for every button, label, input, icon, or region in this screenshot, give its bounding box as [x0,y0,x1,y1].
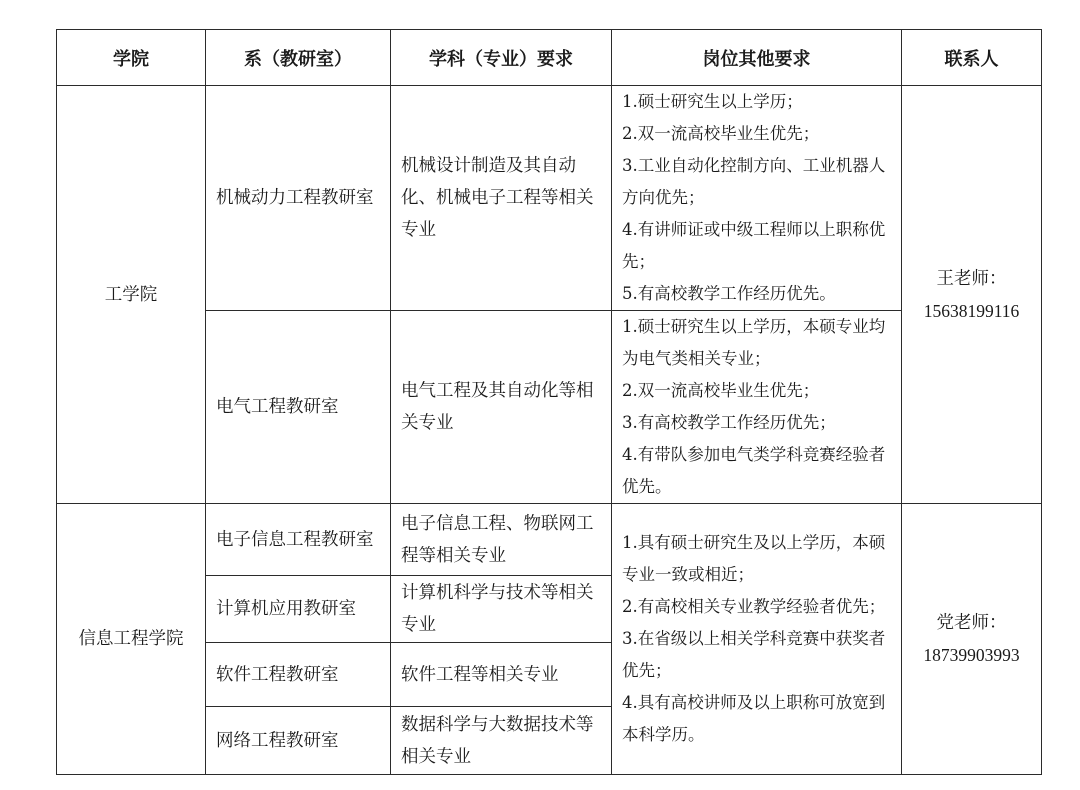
department-cell: 电子信息工程教研室 [206,504,391,576]
contact-cell [902,86,1042,504]
header-contact: 联系人 [902,30,1042,86]
requirement-item: 1.硕士研究生以上学历，本硕专业均为电气类相关专业； [622,317,886,368]
college-cell: 工学院 [57,86,206,504]
subject-cell: 数据科学与大数据技术等相关专业 [391,707,612,775]
contact-name: 党老师： [936,613,1007,633]
header-other-requirements: 岗位其他要求 [612,30,902,86]
requirement-item: 5.有高校教学工作经历优先。 [622,284,836,303]
requirement-item: 1.具有硕士研究生及以上学历，本硕专业一致或相近； [622,533,886,584]
department-cell: 计算机应用教研室 [206,576,391,643]
recruitment-table [56,29,1042,775]
requirements-cell [612,311,902,504]
requirement-item: 1.硕士研究生以上学历； [622,92,803,111]
requirements-cell [612,86,902,311]
requirements-cell [612,504,902,775]
requirement-item: 4.具有高校讲师及以上职称可放宽到本科学历。 [622,693,886,744]
requirement-item: 3.工业自动化控制方向、工业机器人方向优先； [622,156,886,207]
table-row [57,86,1042,311]
department-cell: 电气工程教研室 [206,311,391,504]
header-row [57,30,1042,86]
table-row [57,504,1042,576]
requirement-item: 4.有带队参加电气类学科竞赛经验者优先。 [622,445,886,496]
requirement-item: 2.双一流高校毕业生优先； [622,124,820,143]
header-department: 系（教研室） [206,30,391,86]
department-cell: 网络工程教研室 [206,707,391,775]
contact-name: 王老师： [936,268,1007,289]
header-college: 学院 [57,30,206,86]
contact-phone: 15638199116 [923,300,1020,321]
requirement-item: 2.双一流高校毕业生优先； [622,381,820,400]
requirement-item: 3.在省级以上相关学科竞赛中获奖者优先； [622,629,886,680]
contact-cell [902,504,1042,775]
subject-cell: 机械设计制造及其自动化、机械电子工程等相关专业 [391,86,612,311]
subject-cell: 电子信息工程、物联网工程等相关专业 [391,504,612,576]
department-cell: 机械动力工程教研室 [206,86,391,311]
subject-cell: 软件工程等相关专业 [391,643,612,707]
requirement-item: 4.有讲师证或中级工程师以上职称优先； [622,220,886,271]
header-subject: 学科（专业）要求 [391,30,612,86]
contact-phone: 18739903993 [923,645,1020,665]
requirement-item: 3.有高校教学工作经历优先； [622,413,836,432]
department-cell: 软件工程教研室 [206,643,391,707]
subject-cell: 计算机科学与技术等相关专业 [391,576,612,643]
subject-cell: 电气工程及其自动化等相关专业 [391,311,612,504]
college-cell: 信息工程学院 [57,504,206,775]
requirement-item: 2.有高校相关专业教学经验者优先； [622,597,886,616]
